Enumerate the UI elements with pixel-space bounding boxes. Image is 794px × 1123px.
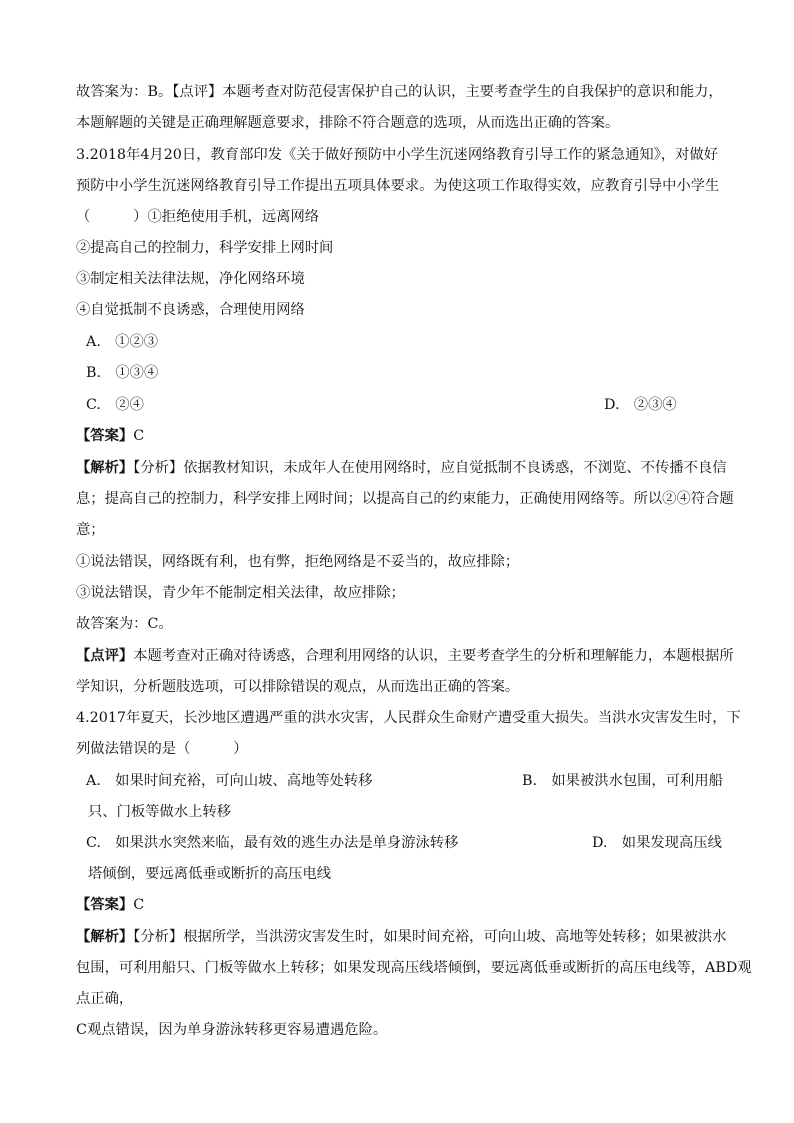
q3-option-c: C. ②④	[86, 397, 144, 413]
q4-option-d: D. 如果发现高压线	[592, 835, 722, 851]
q3-stem-line-3: （ ）①拒绝使用手机，远离网络	[76, 209, 320, 225]
q4-stem-line-1: 4.2017年夏天，长沙地区遭遇严重的洪水灾害，人民群众生命财产遭受重大损失。当洪水灾害发生时，下	[76, 710, 741, 726]
q3-item-4: ④自觉抵制不良诱惑，合理使用网络	[76, 302, 305, 318]
q3-analysis-line-3: 意；	[76, 522, 105, 538]
q3-stem-line-2: 预防中小学生沉迷网络教育引导工作提出五项具体要求。为使这项工作取得实效，应教育引导中小学生	[76, 178, 720, 194]
q4-option-b: B. 如果被洪水包围，可利用船	[522, 773, 723, 789]
analysis-tag: 【解析】	[76, 929, 134, 945]
q4-answer	[76, 896, 144, 914]
q3-option-b: B. ①③④	[86, 365, 159, 381]
q4-option-a: A. 如果时间充裕，可向山坡、高地等处转移	[86, 773, 373, 789]
q3-analysis-line-6: 故答案为：C。	[76, 616, 173, 632]
q4-analysis-line-3: 点正确，	[76, 991, 134, 1007]
q4-option-c: C. 如果洪水突然来临，最有效的逃生办法是单身游泳转移	[86, 835, 459, 851]
answer-value: C	[133, 897, 145, 913]
comment-text: 本题考查对正确对待诱惑，合理利用网络的认识，主要考查学生的分析和理解能力，本题根据所	[133, 648, 734, 664]
q3-item-2: ②提高自己的控制力，科学安排上网时间	[76, 240, 334, 256]
q3-item-3: ③制定相关法律法规，净化网络环境	[76, 271, 305, 287]
answer-tag: 【答案】	[76, 897, 134, 913]
q3-option-a: A. ①②③	[86, 334, 159, 350]
answer-value: C	[133, 428, 145, 444]
q4-analysis-line-2: 包围，可利用船只、门板等做水上转移；如果发现高压线塔倾倒，要远离低垂或断折的高压电线等，ABD观	[76, 960, 752, 976]
q4-option-d-cont: 塔倾倒，要远离低垂或断折的高压电线	[88, 866, 332, 882]
analysis-text: 【分析】依据教材知识，未成年人在使用网络时，应自觉抵制不良诱惑，不浏览、不传播不良信	[133, 460, 727, 476]
q4-analysis-line-1	[76, 928, 727, 946]
q3-analysis-line-2: 息；提高自己的控制力，科学安排上网时间；以提高自己的约束能力，正确使用网络等。所以②④符合题	[76, 491, 734, 507]
analysis-text: 【分析】根据所学，当洪涝灾害发生时，如果时间充裕，可向山坡、高地等处转移；如果被洪水	[133, 929, 727, 945]
prev-answer-line-1: 故答案为：B。【点评】本题考查对防范侵害保护自己的认识，主要考查学生的自我保护的意识和能力，	[76, 84, 723, 100]
q3-comment-line-2: 学知识，分析题肢选项，可以排除错误的观点，从而选出正确的答案。	[76, 679, 520, 695]
prev-answer-line-2: 本题解题的关键是正确理解题意要求，排除不符合题意的选项，从而选出正确的答案。	[76, 115, 620, 131]
q3-option-d: D. ②③④	[604, 397, 677, 413]
q3-stem-line-1: 3.2018年4月20日，教育部印发《关于做好预防中小学生沉迷网络教育引导工作的紧急通知》，对做好	[76, 147, 719, 163]
analysis-tag: 【解析】	[76, 460, 134, 476]
q3-analysis-line-1	[76, 459, 727, 477]
answer-tag: 【答案】	[76, 428, 134, 444]
q3-analysis-line-4: ①说法错误，网络既有利，也有弊，拒绝网络是不妥当的，故应排除；	[76, 554, 520, 570]
q3-answer	[76, 427, 144, 445]
q3-comment-line-1	[76, 647, 734, 665]
q4-analysis-line-4: C观点错误，因为单身游泳转移更容易遭遇危险。	[76, 1022, 388, 1038]
q3-analysis-line-5: ③说法错误，青少年不能制定相关法律，故应排除；	[76, 585, 405, 601]
q4-stem-line-2: 列做法错误的是（ ）	[76, 741, 248, 757]
comment-tag: 【点评】	[76, 648, 134, 664]
q4-option-b-cont: 只、门板等做水上转移	[88, 804, 231, 820]
